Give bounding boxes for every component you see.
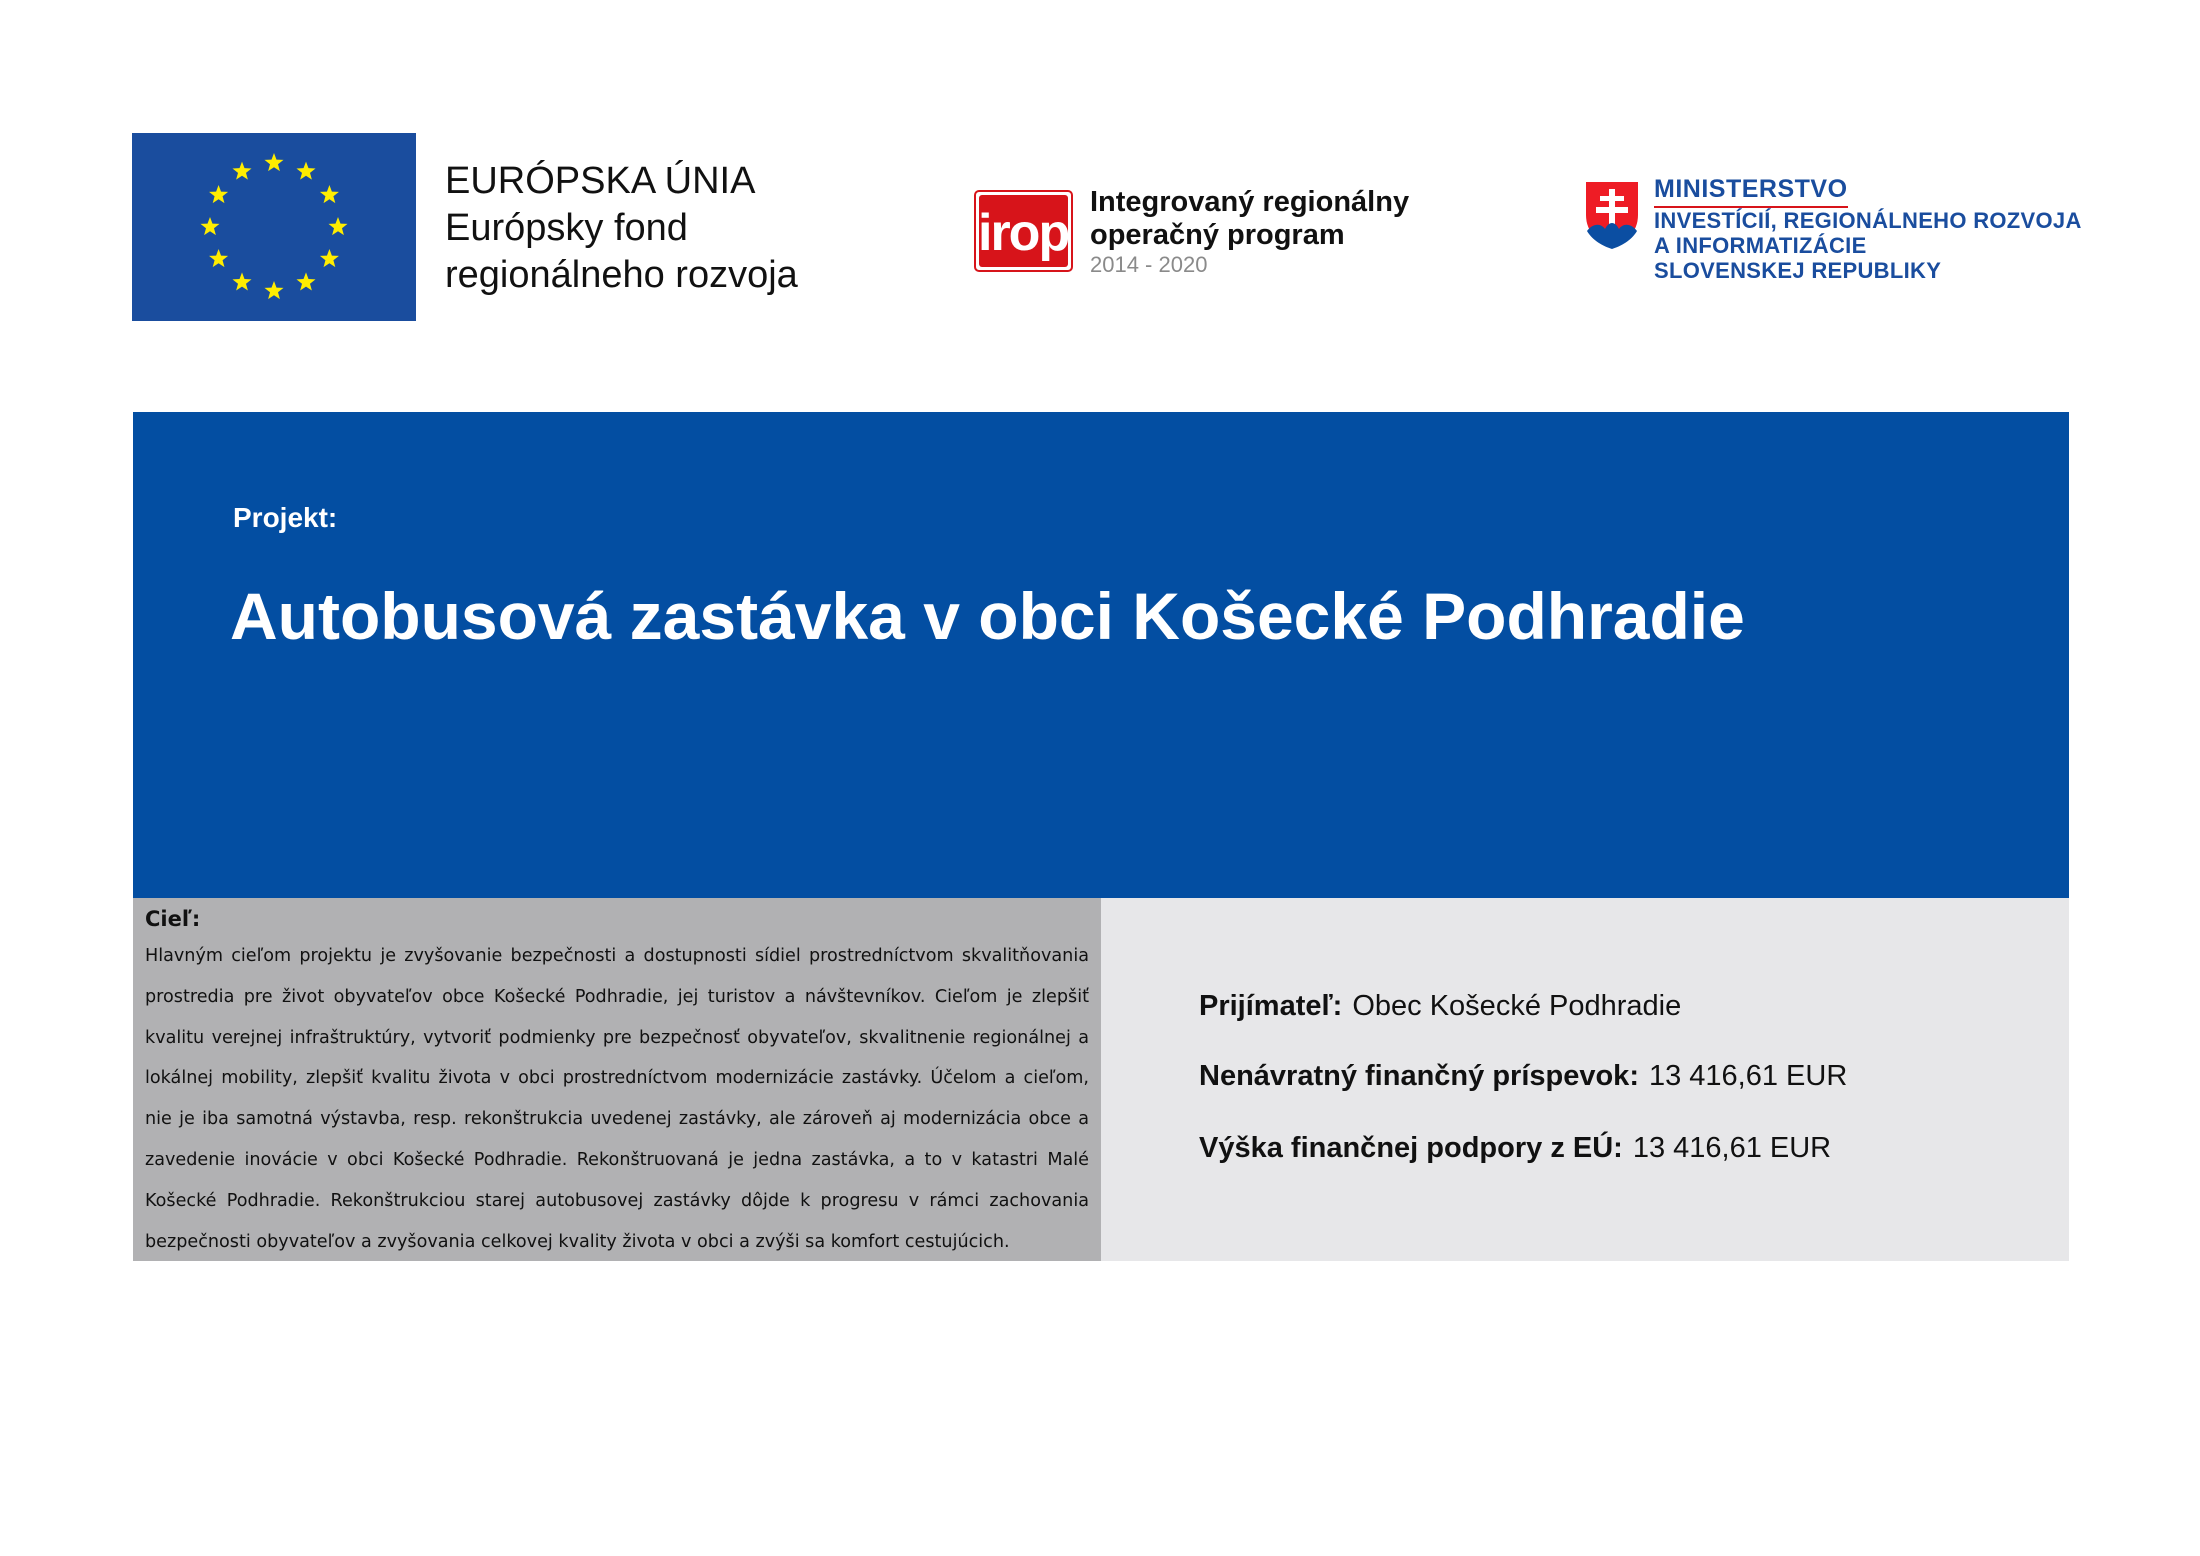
info-panel <box>1101 898 2069 1261</box>
eu-star-icon <box>232 162 251 180</box>
goal-heading: Cieľ: <box>145 907 201 931</box>
irop-years: 2014 - 2020 <box>1090 252 1208 277</box>
recipient-value: Obec Košecké Podhradie <box>1352 990 1682 1022</box>
eu-star-icon <box>296 272 315 290</box>
ministry-name-lines <box>1654 208 2082 283</box>
irop-logo <box>974 190 1073 272</box>
grant-row <box>1199 1060 1847 1093</box>
eu-star-icon <box>328 217 347 235</box>
irop-program-text <box>1090 186 1409 278</box>
irop-program-name <box>1090 186 1409 252</box>
irop-logo-text: irop <box>978 204 1069 262</box>
eu-star-icon <box>296 162 315 180</box>
ministry-title: MINISTERSTVO <box>1654 174 1848 208</box>
grant-value: 13 416,61 EUR <box>1648 1060 1848 1092</box>
ministry-line-1: INVESTÍCIÍ, REGIONÁLNEHO ROZVOJA <box>1654 208 2082 233</box>
grant-label: Nenávratný finančný príspevok: <box>1199 1060 1639 1092</box>
irop-name-line-1: Integrovaný regionálny <box>1090 186 1410 218</box>
eu-star-icon <box>320 185 339 203</box>
eu-support-value: 13 416,61 EUR <box>1632 1132 1832 1164</box>
eu-line-regional: regionálneho rozvoja <box>445 254 798 296</box>
eu-fund-text <box>445 158 798 299</box>
eu-star-icon <box>209 185 228 203</box>
eu-star-icon <box>232 272 251 290</box>
eu-star-icon <box>264 153 283 171</box>
ministry-line-2: A INFORMATIZÁCIE <box>1654 233 1867 258</box>
irop-logo-icon <box>974 190 1073 272</box>
goal-text: Hlavným cieľom projektu je zvyšovanie bezpečnosti a dostupnosti sídiel prostredníctvom skvalitňovania prostredia pre život obyvateľov obce Košecké Podhradie, jej turistov a návštevníkov. Cieľom je zlepšiť kvalitu verejnej infraštruktúry, vytvoriť podmienky pre bezpečnosť obyvateľov, skvalitnenie regionálnej a lokálnej mobility, zlepšiť kvalitu života v obci prostredníctvom modernizácie zastávky. Účelom a cieľom, nie je iba samotná výstavba, resp. rekonštrukcia uvedenej zastávky, ale zároveň aj modernizácia obce a zavedenie inovácie v obci Košecké Podhradie. Rekonštruovaná je jedna zastávka, a to v katastri Malé Košecké Podhradie. Rekonštrukciou starej autobusovej zastávky dôjde k progresu v rámci zachovania bezpečnosti obyvateľov a zvyšovania celkovej kvality života v obci a zvýši sa komfort cestujúcich. <box>145 946 1089 1252</box>
eu-flag-logo <box>132 133 416 321</box>
eu-stars-icon <box>132 133 416 321</box>
irop-name-line-2: operačný program <box>1090 219 1345 251</box>
ministry-line-3: SLOVENSKEJ REPUBLIKY <box>1654 258 1942 283</box>
eu-support-label: Výška finančnej podpory z EÚ: <box>1199 1132 1623 1164</box>
slovak-coat-of-arms-icon <box>1583 179 1641 251</box>
eu-star-icon <box>320 249 339 267</box>
eu-line-union: EURÓPSKA ÚNIA <box>445 160 756 202</box>
eu-star-icon <box>200 217 219 235</box>
eu-support-row <box>1199 1132 1831 1165</box>
eu-line-fund: Európsky fond <box>445 207 688 249</box>
recipient-label: Prijímateľ: <box>1199 990 1343 1022</box>
eu-star-icon <box>209 249 228 267</box>
project-label: Projekt: <box>233 502 338 533</box>
project-title: Autobusová zastávka v obci Košecké Podhradie <box>230 579 1745 653</box>
ministry-text <box>1654 174 2082 283</box>
eu-star-icon <box>264 281 283 299</box>
goal-panel <box>133 898 1101 1261</box>
project-band <box>133 412 2069 898</box>
recipient-row <box>1199 990 1681 1023</box>
